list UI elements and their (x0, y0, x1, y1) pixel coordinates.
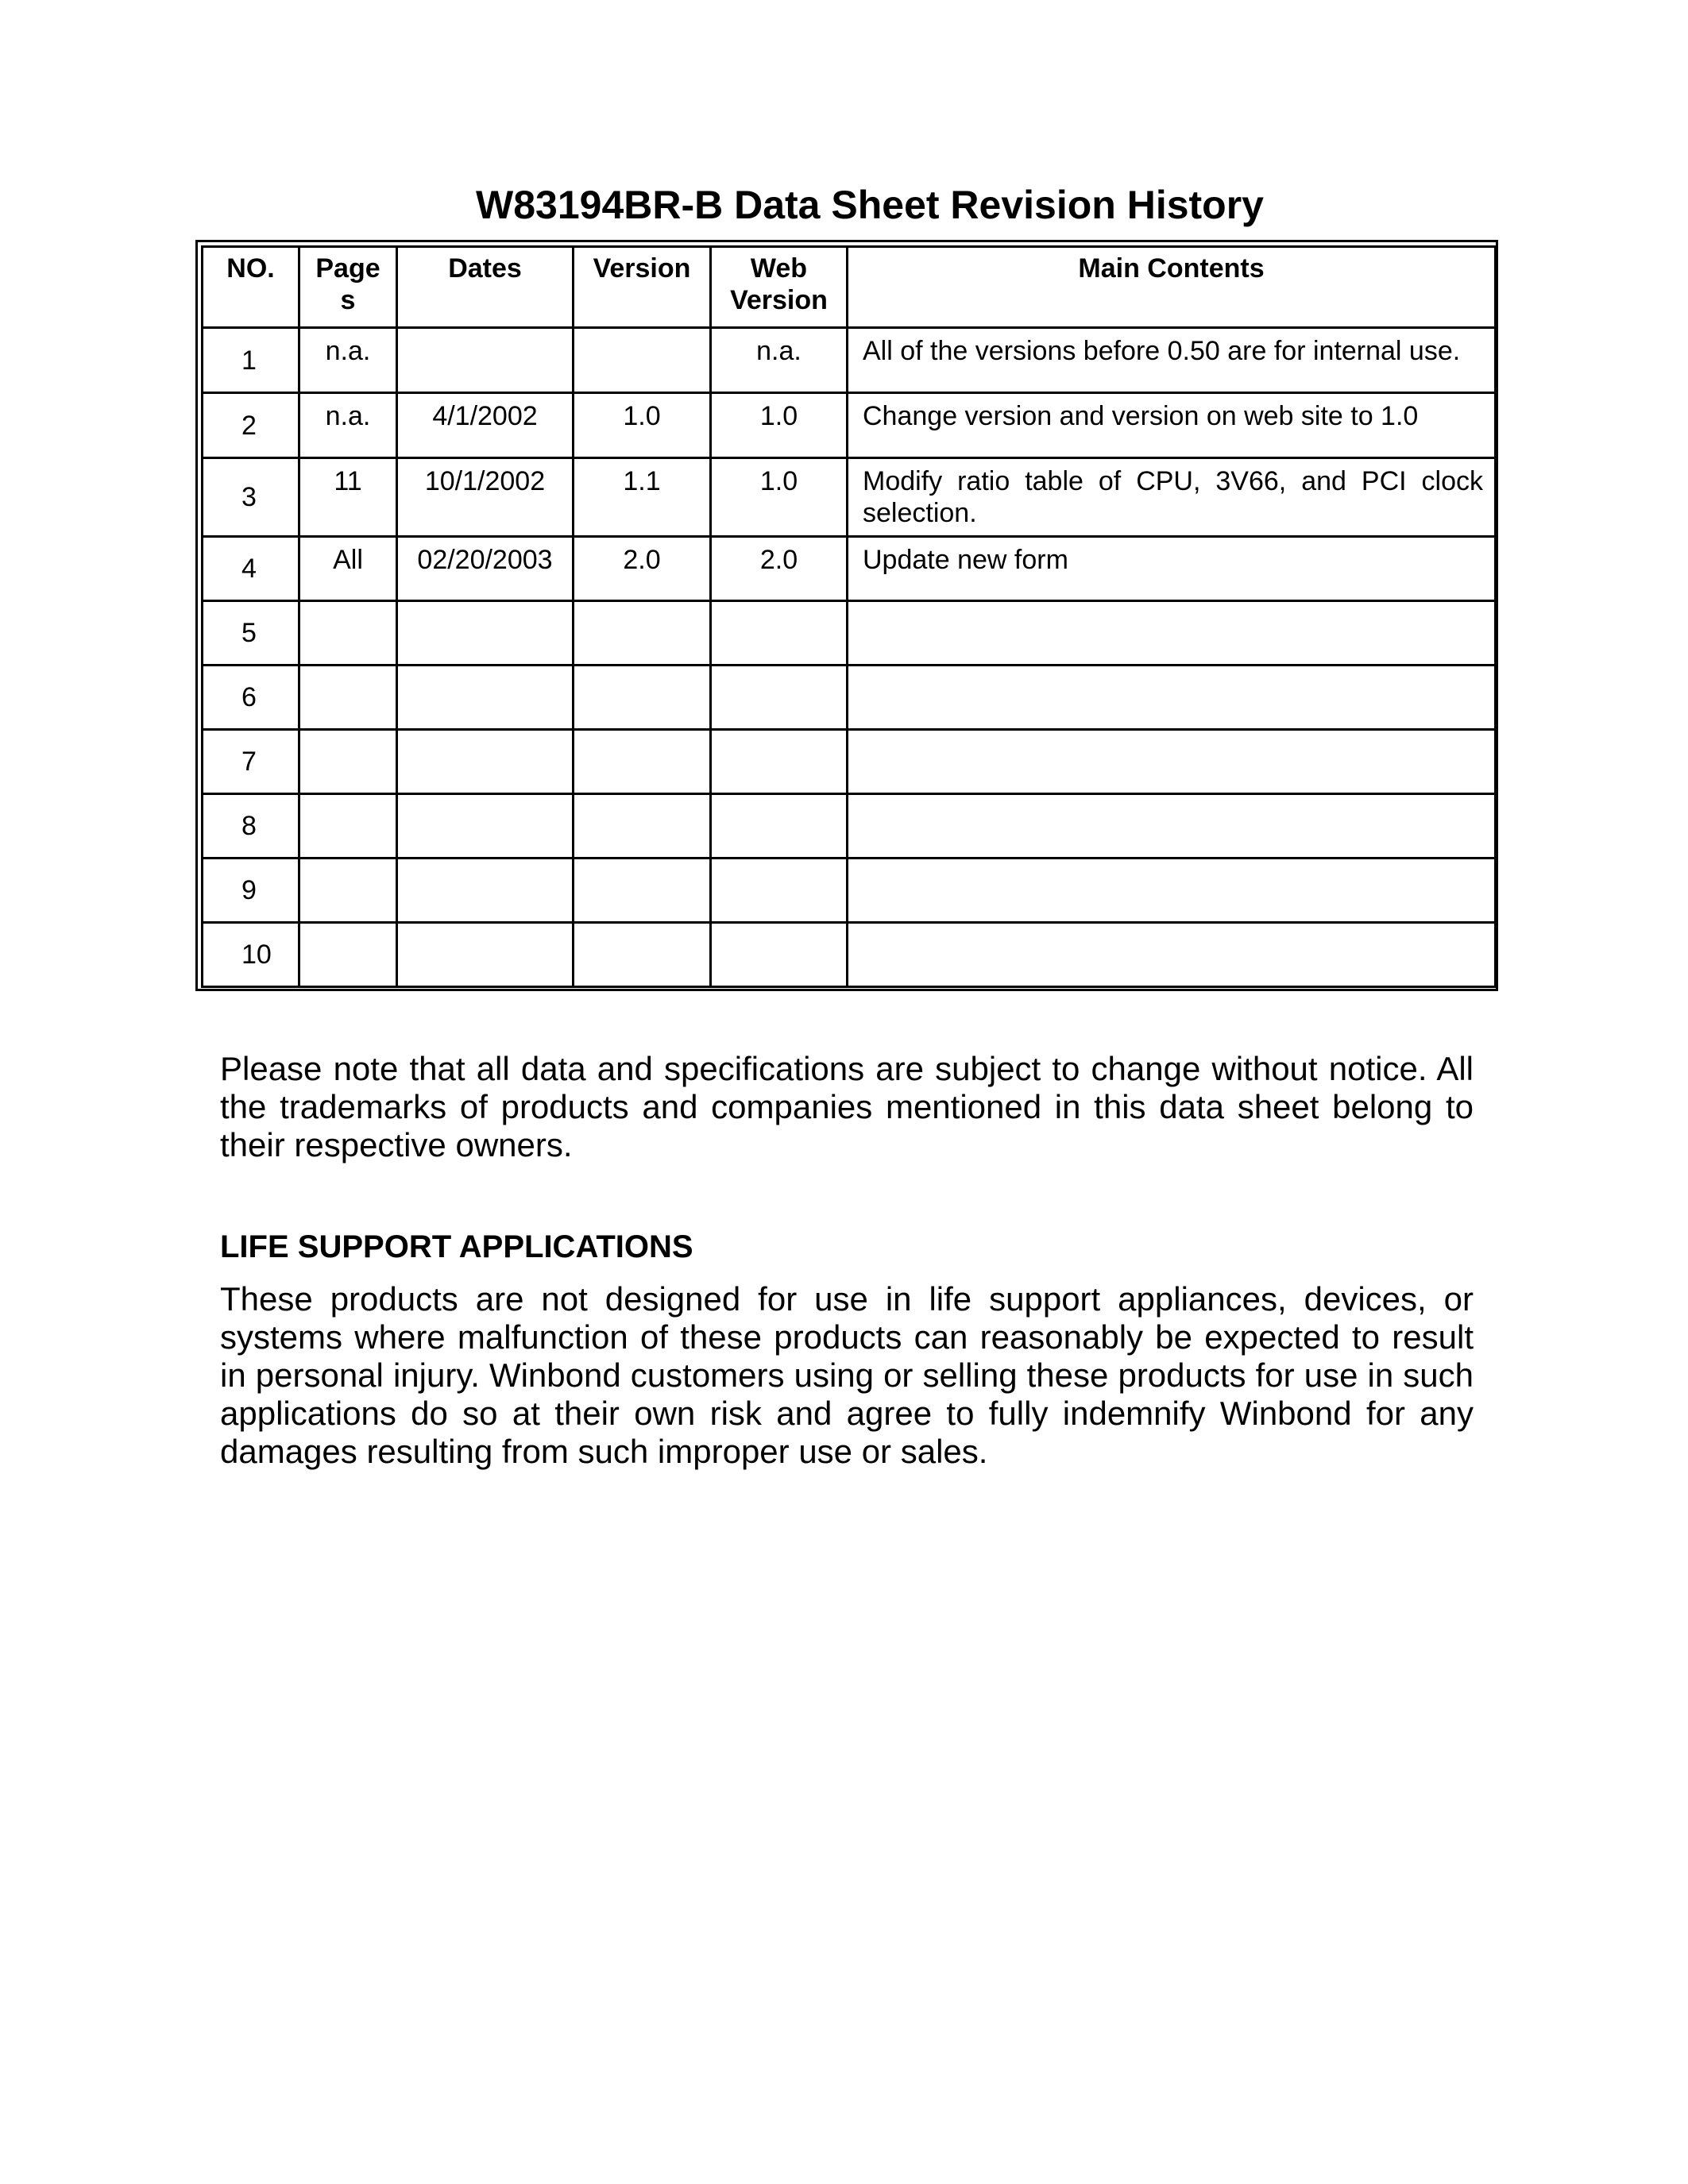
cell-pages: n.a. (299, 328, 397, 393)
cell-pages (299, 859, 397, 923)
cell-version: 2.0 (574, 537, 711, 601)
cell-main-contents: Change version and version on web site to 1.0 (848, 393, 1496, 458)
cell-version (574, 794, 711, 859)
cell-pages (299, 730, 397, 794)
cell-main-contents (848, 794, 1496, 859)
cell-no: 5 (203, 601, 299, 666)
cell-web-version (711, 794, 848, 859)
header-web-version (711, 247, 848, 328)
cell-dates (397, 328, 574, 393)
header-web-line1: Web (750, 253, 808, 284)
cell-no: 1 (203, 328, 299, 393)
table-row (203, 666, 1496, 730)
header-no: NO. (203, 247, 299, 328)
cell-version: 1.0 (574, 393, 711, 458)
life-support-heading: LIFE SUPPORT APPLICATIONS (220, 1229, 693, 1264)
life-support-paragraph: These products are not designed for use in life support appliances, devices, or systems where malfunction of these products can reasonably be expected to result in personal injury. Winbond customers using or selling these products for use in such applications do so at their own risk and agree to fully indemnify Winbond for any damages resulting from such improper use or sales. (220, 1280, 1474, 1470)
cell-web-version (711, 859, 848, 923)
cell-main-contents: All of the versions before 0.50 are for internal use. (848, 328, 1496, 393)
cell-no: 6 (203, 666, 299, 730)
cell-dates (397, 601, 574, 666)
cell-web-version (711, 923, 848, 987)
header-pages-line1: Page (315, 253, 380, 284)
cell-version: 1.1 (574, 458, 711, 537)
header-pages-line2: s (340, 285, 356, 315)
table-row (203, 601, 1496, 666)
cell-dates: 02/20/2003 (397, 537, 574, 601)
cell-main-contents (848, 923, 1496, 987)
cell-pages: All (299, 537, 397, 601)
header-dates: Dates (397, 247, 574, 328)
cell-web-version (711, 601, 848, 666)
cell-main-contents (848, 601, 1496, 666)
cell-main-contents (848, 859, 1496, 923)
cell-web-version: 1.0 (711, 393, 848, 458)
cell-web-version (711, 666, 848, 730)
table-row (203, 923, 1496, 987)
cell-web-version: 1.0 (711, 458, 848, 537)
cell-no: 7 (203, 730, 299, 794)
table-row (203, 859, 1496, 923)
cell-no: 8 (203, 794, 299, 859)
cell-dates (397, 730, 574, 794)
cell-web-version (711, 730, 848, 794)
cell-version (574, 859, 711, 923)
cell-dates: 4/1/2002 (397, 393, 574, 458)
cell-pages (299, 794, 397, 859)
cell-pages: 11 (299, 458, 397, 537)
cell-version (574, 730, 711, 794)
header-pages (299, 247, 397, 328)
revision-history-table (201, 245, 1497, 988)
header-main-contents: Main Contents (848, 247, 1496, 328)
cell-dates (397, 666, 574, 730)
change-notice-paragraph: Please note that all data and specifications are subject to change without notice. All the trademarks of products and companies mentioned in this data sheet belong to their respective owners. (220, 1050, 1474, 1163)
revision-history-table-frame (195, 240, 1498, 991)
page-title: W83194BR-B Data Sheet Revision History (476, 183, 1264, 227)
cell-version (574, 923, 711, 987)
cell-no: 9 (203, 859, 299, 923)
cell-no: 3 (203, 458, 299, 537)
cell-version (574, 666, 711, 730)
cell-version (574, 328, 711, 393)
cell-main-contents: Update new form (848, 537, 1496, 601)
cell-main-contents (848, 730, 1496, 794)
cell-web-version: 2.0 (711, 537, 848, 601)
cell-dates (397, 794, 574, 859)
table-row (203, 458, 1496, 537)
cell-main-contents: Modify ratio table of CPU, 3V66, and PCI clock selection. (848, 458, 1496, 537)
table-row (203, 730, 1496, 794)
cell-version (574, 601, 711, 666)
cell-pages (299, 923, 397, 987)
cell-dates (397, 923, 574, 987)
table-row (203, 794, 1496, 859)
cell-main-contents (848, 666, 1496, 730)
header-web-line2: Version (730, 285, 828, 315)
cell-no: 4 (203, 537, 299, 601)
cell-dates (397, 859, 574, 923)
cell-dates: 10/1/2002 (397, 458, 574, 537)
header-version: Version (574, 247, 711, 328)
table-header-row (203, 247, 1496, 328)
table-row (203, 328, 1496, 393)
cell-web-version: n.a. (711, 328, 848, 393)
cell-no: 10 (203, 923, 299, 987)
table-row (203, 393, 1496, 458)
table-row (203, 537, 1496, 601)
cell-pages (299, 601, 397, 666)
cell-pages: n.a. (299, 393, 397, 458)
cell-pages (299, 666, 397, 730)
cell-no: 2 (203, 393, 299, 458)
